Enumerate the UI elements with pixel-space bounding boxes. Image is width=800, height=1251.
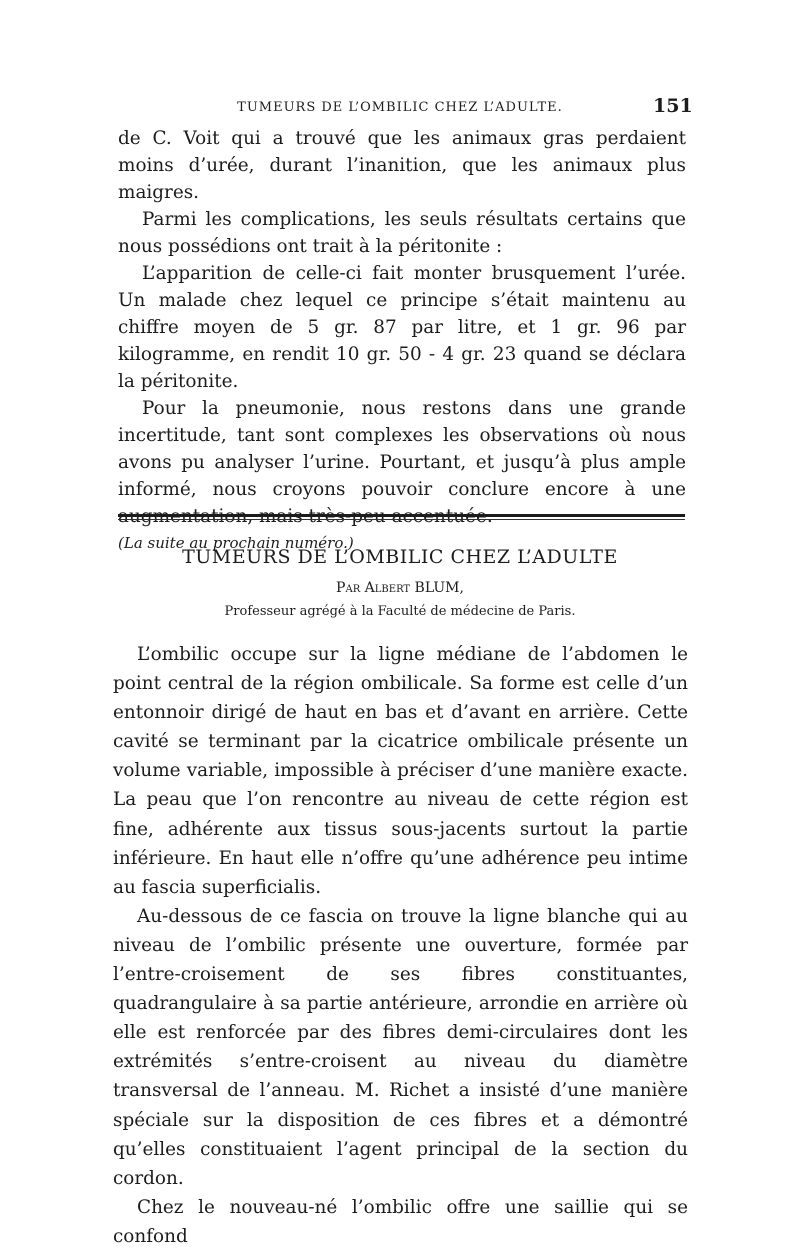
article-body — [113, 640, 688, 1251]
paragraph: L’apparition de celle-ci fait monter brusquement l’urée. Un malade chez lequel ce principe s’était maintenu au chiffre moyen de 5 gr. 87 par litre, et 1 gr. 96 par kilogramme, en rendit 10 gr. 50 - 4 gr. 23 quand se déclara la péritonite. — [118, 263, 686, 392]
paragraph: L’ombilic occupe sur la ligne médiane de l’abdomen le point central de la région ombilicale. Sa forme est celle d’un entonnoir dirigé de haut en bas et d’avant en arrière. Cette cavité se terminant par la cicatrice ombilicale présente un volume variable, impossible à préciser d’une manière exacte. La peau que l’on rencontre au niveau de cette région est fine, adhérente aux tissus sous-jacents surtout la partie inférieure. En haut elle n’offre qu’une adhérence peu intime au fascia superficialis. — [113, 644, 688, 898]
paragraph: Parmi les complications, les seuls résultats certains que nous possédions ont trait à la péritonite : — [118, 209, 686, 257]
section-divider — [118, 514, 685, 517]
paragraph: de C. Voit qui a trouvé que les animaux gras perdaient moins d’urée, durant l’inanition, que les animaux plus maigres. — [118, 128, 686, 203]
running-header: TUMEURS DE L’OMBILIC CHEZ L’ADULTE. — [237, 100, 563, 115]
paragraph: Chez le nouveau-né l’ombilic offre une saillie qui se confond — [113, 1196, 688, 1247]
author-affiliation: Professeur agrégé à la Faculté de médecine de Paris. — [224, 604, 576, 619]
author-name: Albert BLUM, — [364, 580, 464, 596]
byline-prefix: Par — [336, 580, 361, 596]
paragraph: Pour la pneumonie, nous restons dans une grande incertitude, tant sont complexes les observations où nous avons pu analyser l’urine. Pourtant, et jusqu’à plus ample informé, nous croyons pouvoir conclure encore à une — [118, 398, 686, 500]
previous-article-text — [118, 125, 686, 556]
section-divider-thin — [118, 519, 685, 520]
page-number: 151 — [653, 95, 693, 117]
paragraph: Au-dessous de ce fascia on trouve la ligne blanche qui au niveau de l’ombilic présente une ouverture, formée par l’entre-croisement de ses fibres constituantes, quadrangulaire à sa partie antérieure, arrondie en arrière où elle est renforcée par des fibres demi-circulaires dont les extrémités s’entre-croisent au niveau du diamètre transversal de l’anneau. M. Richet a insisté d’une manière spéciale sur la disposition de ces fibres et a démontré qu’elles constituaient l’agent principal de la section du cordon. — [113, 905, 688, 1189]
continued-note: (La suite au prochain numéro.) — [118, 534, 354, 552]
article-title: TUMEURS DE L’OMBILIC CHEZ L’ADULTE — [182, 546, 618, 568]
byline — [0, 580, 800, 596]
